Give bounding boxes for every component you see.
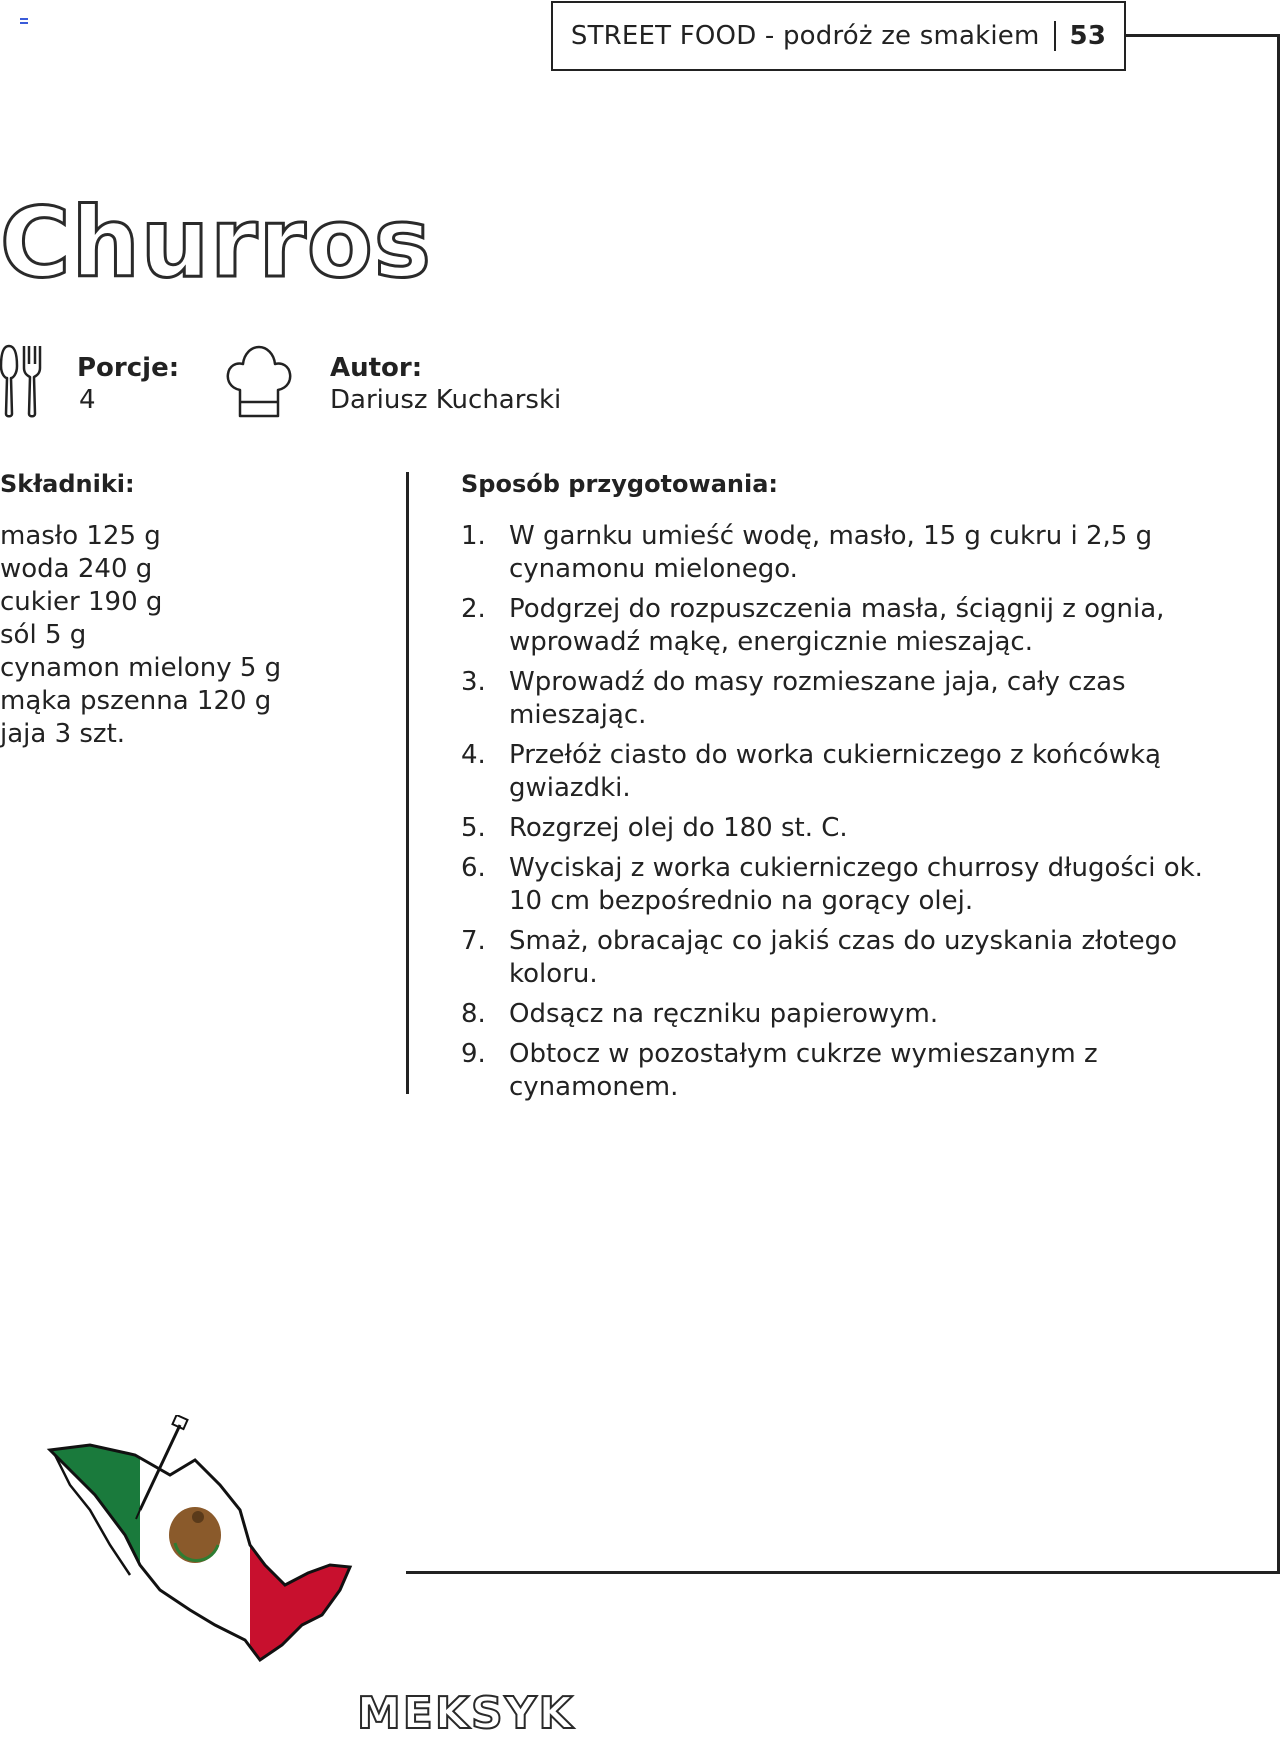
page-header: [551, 1, 1126, 71]
corner-mark: [20, 18, 28, 26]
step-item: [461, 998, 1221, 1031]
ingredient-item: cynamon mielony 5 g: [0, 653, 282, 683]
ingredient-item: masło 125 g: [0, 521, 161, 551]
step-text: Podgrzej do rozpuszczenia masła, ściągnij z ognia, wprowadź mąkę, energicznie mieszając.: [509, 594, 1165, 657]
author-value: Dariusz Kucharski: [330, 385, 562, 415]
ingredient-item: cukier 190 g: [0, 587, 163, 617]
frame-line-bottom: [406, 1571, 1280, 1574]
step-number: 8.: [461, 999, 486, 1029]
frame-line-top: [1126, 34, 1280, 37]
page-number: 53: [1069, 21, 1107, 51]
frame-line-right: [1277, 34, 1280, 1574]
chef-hat-icon: [226, 344, 292, 418]
portions-label: Porcje:: [77, 353, 180, 383]
ingredient-item: sól 5 g: [0, 620, 87, 650]
flag-red: [250, 1415, 370, 1665]
step-text: Rozgrzej olej do 180 st. C.: [509, 813, 848, 843]
country-name: MEKSYK: [357, 1688, 575, 1739]
step-item: [461, 520, 1221, 586]
step-item: [461, 739, 1221, 805]
step-number: 1.: [461, 521, 486, 551]
mexico-map-icon: [40, 1415, 370, 1665]
step-item: [461, 925, 1221, 991]
step-text: Obtocz w pozostałym cukrze wymieszanym z cynamonem.: [509, 1039, 1098, 1102]
series-subtitle: - podróż ze smakiem: [764, 21, 1040, 51]
ingredient-item: woda 240 g: [0, 554, 153, 584]
author-label: Autor:: [330, 353, 423, 383]
ingredients-heading: Składniki:: [0, 470, 135, 498]
step-text: Wprowadź do masy rozmieszane jaja, cały czas mieszając.: [509, 667, 1126, 730]
step-item: [461, 666, 1221, 732]
recipe-title: Churros: [0, 187, 432, 299]
step-number: 7.: [461, 926, 486, 956]
step-number: 4.: [461, 740, 486, 770]
step-number: 3.: [461, 667, 486, 697]
step-text: W garnku umieść wodę, masło, 15 g cukru i 2,5 g cynamonu mielonego.: [509, 521, 1153, 584]
step-text: Odsącz na ręczniku papierowym.: [509, 999, 939, 1029]
series-title: STREET FOOD: [570, 21, 757, 51]
step-item: [461, 812, 1221, 845]
ingredients-list: [0, 520, 281, 751]
header-separator: [1054, 21, 1056, 51]
step-item: [461, 1038, 1221, 1104]
step-text: Smaż, obracając co jakiś czas do uzyskania złotego koloru.: [509, 926, 1178, 989]
eagle-emblem: [169, 1507, 221, 1563]
step-number: 9.: [461, 1039, 486, 1069]
step-text: Wyciskaj z worka cukierniczego churrosy długości ok. 10 cm bezpośrednio na gorący olej.: [509, 853, 1203, 916]
ingredient-item: jaja 3 szt.: [0, 719, 126, 749]
preparation-steps: [461, 520, 1221, 1111]
column-divider: [406, 472, 409, 1094]
step-number: 5.: [461, 813, 486, 843]
step-item: [461, 852, 1221, 918]
portions-value: 4: [79, 385, 96, 415]
preparation-heading: Sposób przygotowania:: [461, 470, 778, 498]
step-item: [461, 593, 1221, 659]
ingredient-item: mąka pszenna 120 g: [0, 686, 272, 716]
cutlery-icon: [0, 344, 42, 418]
step-text: Przełóż ciasto do worka cukierniczego z końcówką gwiazdki.: [509, 740, 1161, 803]
step-number: 6.: [461, 853, 486, 883]
step-number: 2.: [461, 594, 486, 624]
